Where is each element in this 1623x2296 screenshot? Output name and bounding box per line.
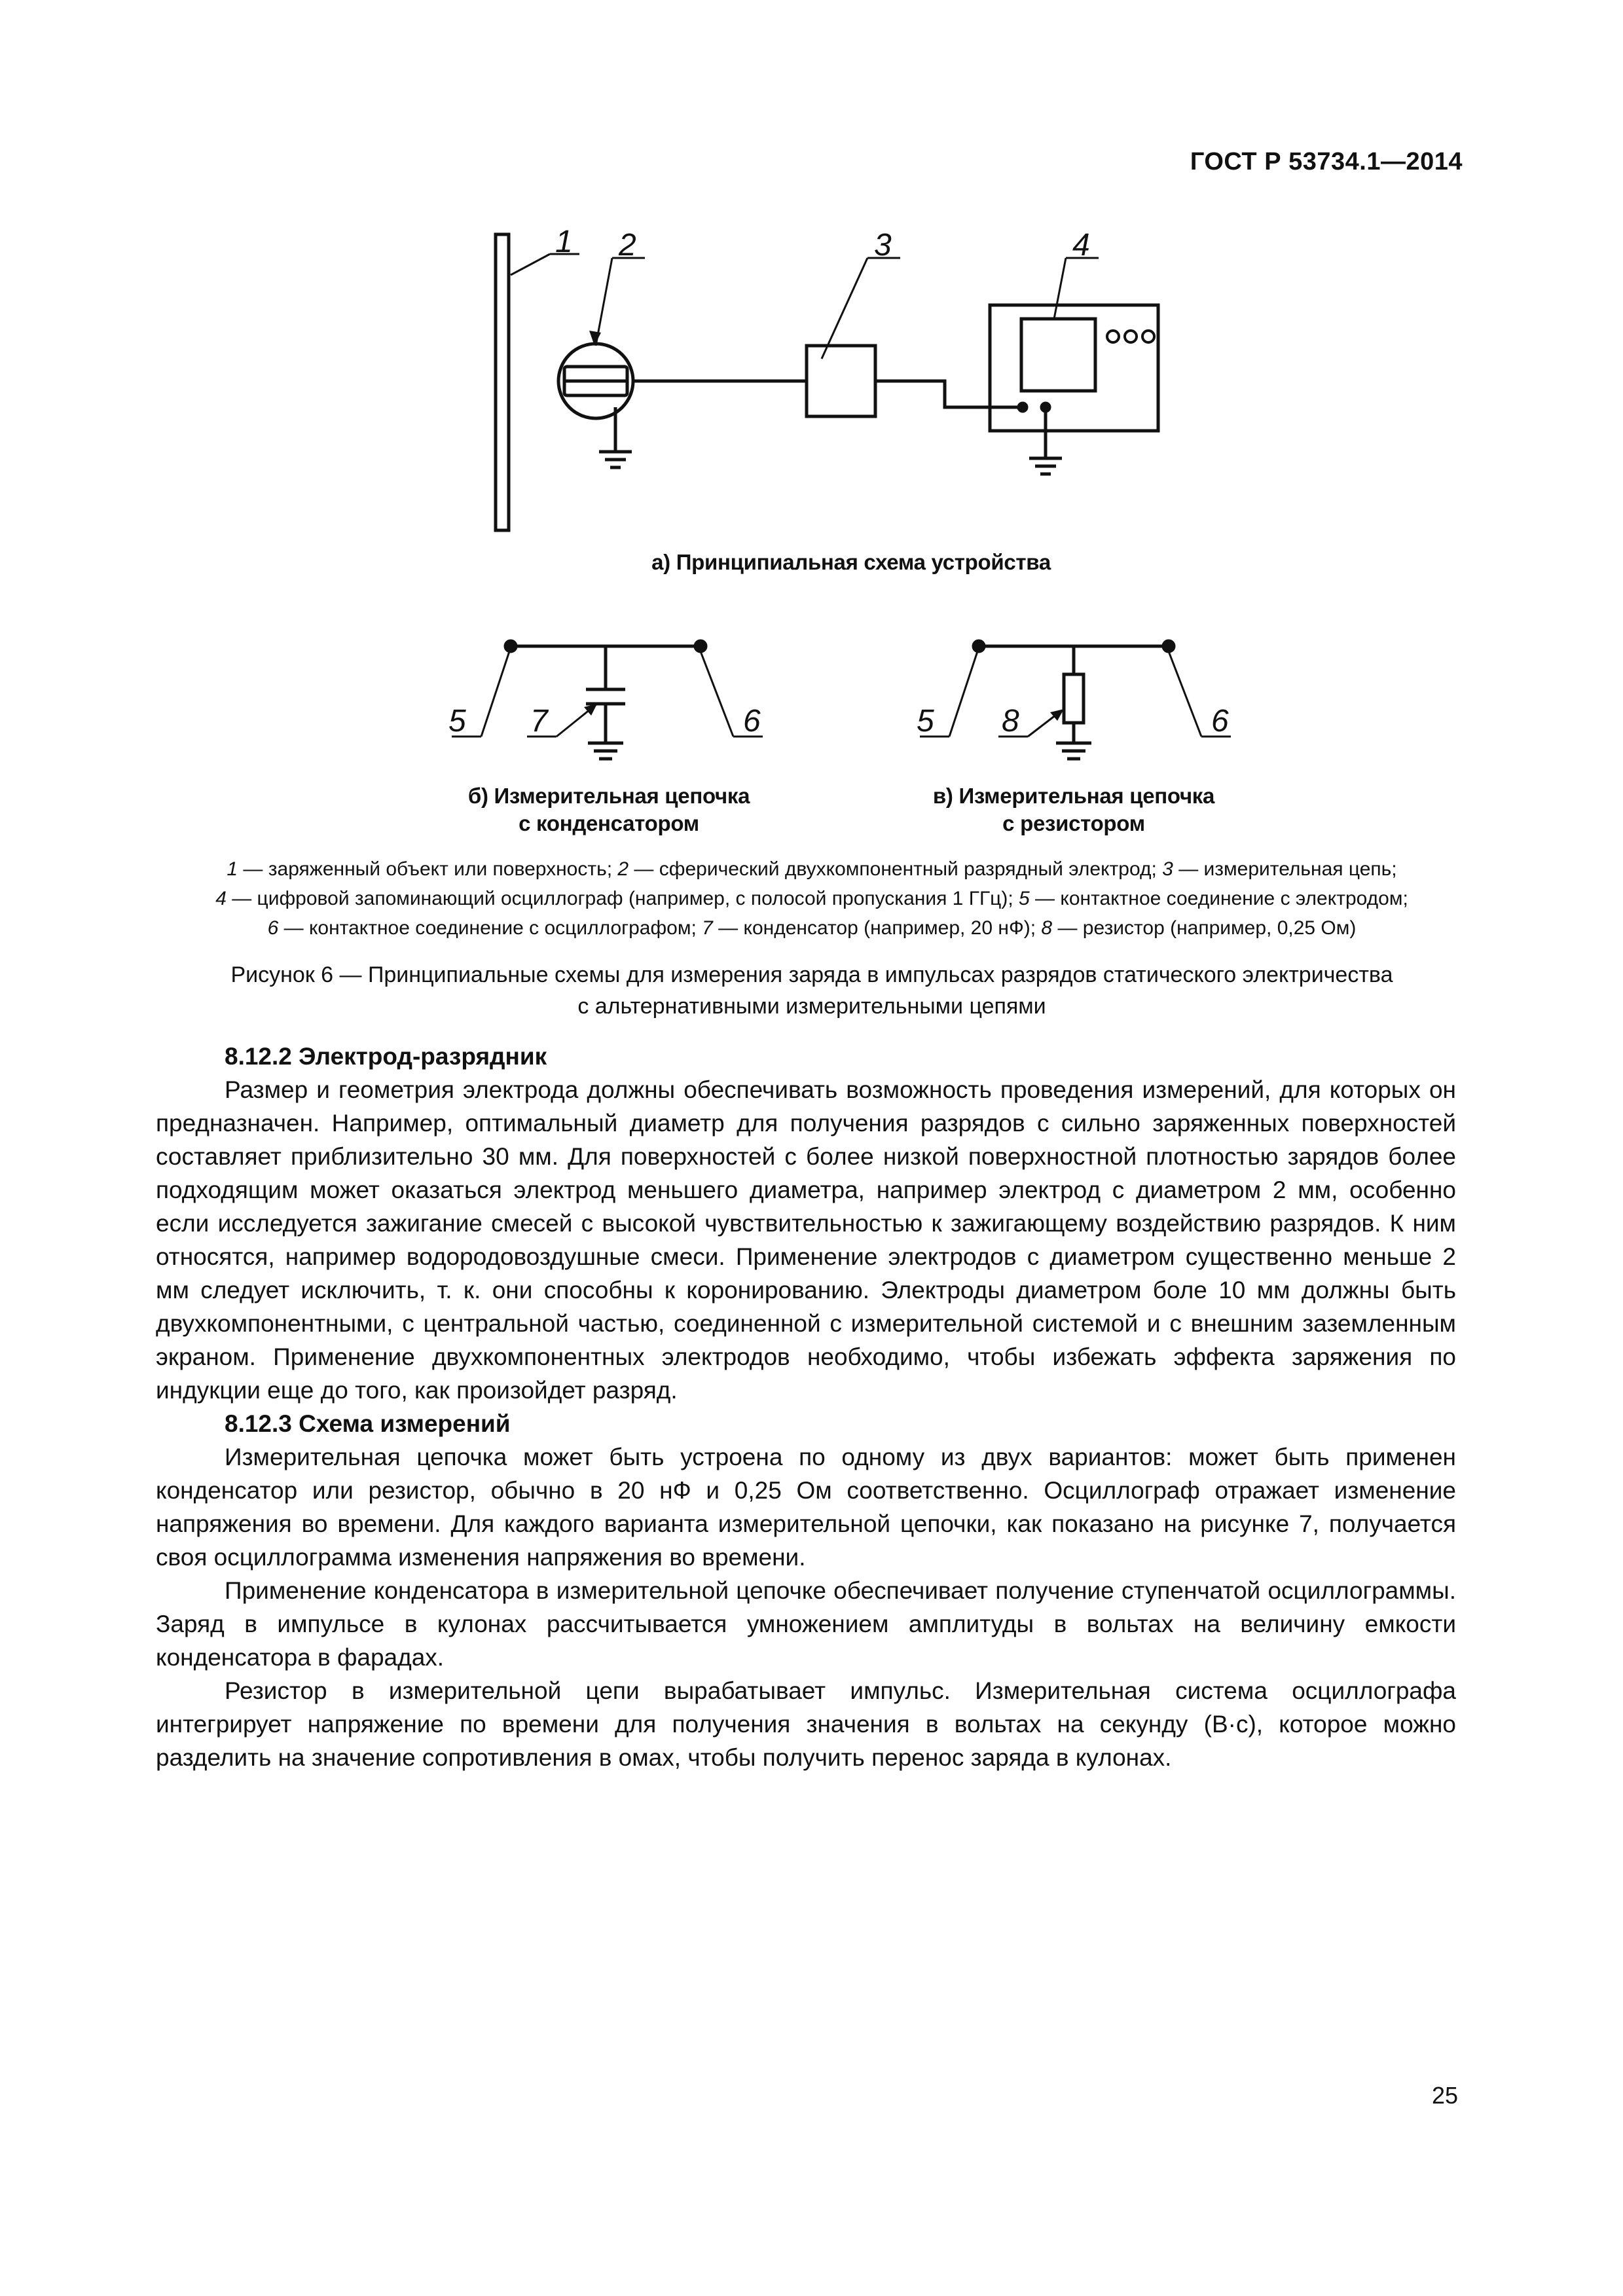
charged-object [496, 234, 509, 530]
label-4: 4 [1072, 228, 1090, 263]
figure-6-diagram [0, 0, 1623, 851]
capacitor-circuit [452, 641, 763, 759]
caption-b [445, 782, 773, 837]
paragraph: Измерительная цепочка может быть устроена по одному из двух вариантов: может быть применен конденсатор или резистор, обычно в 20 нФ и 0,25 Ом соответственно. Осциллограф отражает изменение напряжения во времени. Для каждого варианта измерительной цепочки, как показано на рисунке 7, получается своя осциллограмма изменения напряжения во времени. [156, 1444, 1456, 1571]
figure-title-line2: с альтернативными измерительными цепями [577, 994, 1046, 1019]
label-7: 7 [530, 704, 548, 738]
label-2: 2 [619, 228, 636, 263]
oscilloscope [990, 305, 1158, 431]
label-5b: 5 [448, 704, 466, 738]
ground-oscilloscope [1029, 407, 1062, 474]
label-6b: 6 [743, 704, 761, 738]
spherical-electrode [558, 344, 633, 418]
section-heading-8-12-2: 8.12.2 Электрод-разрядник [225, 1043, 547, 1070]
legend-line: 6 — контактное соединение с осциллографом; 7 — конденсатор (например, 20 нФ); 8 — резистор (например, 0,25 Ом) [267, 917, 1357, 939]
legend-line: 1 — заряженный объект или поверхность; 2 — сферический двухкомпонентный разрядный электрод; 3 — измерительная цепь; [227, 858, 1397, 880]
section-heading-8-12-3: 8.12.3 Схема измерений [225, 1410, 511, 1437]
body-text [156, 1040, 1456, 1774]
legend-line: 4 — цифровой запоминающий осциллограф (например, с полосой пропускания 1 ГГц); 5 — контактное соединение с электродом; [215, 888, 1408, 909]
measuring-circuit-box [807, 346, 875, 416]
caption-a: а) Принципиальная схема устройства [651, 550, 1051, 574]
label-8: 8 [1002, 704, 1019, 738]
paragraph: Размер и геометрия электрода должны обеспечивать возможность проведения измерений, для которых он предназначен. Например, оптимальный диаметр для получения разрядов с сильно заряженных поверхностей составляет приблизительно 30 мм. Для поверхностей с более низкой поверхностной плотностью зарядов более подходящим может оказаться электрод меньшего диаметра, например электрод с диаметром 2 мм, особенно если исследуется зажигание смесей с высокой чувствительностью к зажигающему воздействию разрядов. К ним относятся, например водородовоздушные смеси. Применение электродов с диаметром существенно меньше 2 мм следует исключить, т. к. они способны к коронированию. Электроды диаметром боле 10 мм должны быть двухкомпонентными, с центральной частью, соединенной с измерительной системой и с внешним заземленным экраном. Применение двухкомпонентных электродов необходимо, чтобы избежать эффекта заряжения по индукции еще до того, как произойдет разряд. [156, 1076, 1456, 1404]
page-number: 25 [1431, 2082, 1458, 2109]
label-6c: 6 [1211, 704, 1229, 738]
caption-c [910, 782, 1237, 837]
wire-circuit-oscilloscope [875, 381, 1023, 407]
caption-b-line1: б) Измерительная цепочка [467, 784, 750, 808]
caption-c-line2: с резистором [1002, 811, 1145, 835]
label-5c: 5 [917, 704, 934, 738]
label-1: 1 [555, 225, 573, 259]
resistor-circuit [920, 641, 1231, 759]
figure-title [157, 959, 1467, 1022]
caption-c-line1: в) Измерительная цепочка [932, 784, 1215, 808]
document-id: ГОСТ Р 53734.1—2014 [1190, 148, 1463, 175]
paragraph: Применение конденсатора в измерительной цепочке обеспечивает получение ступенчатой осциллограммы. Заряд в импульсе в кулонах рассчитывается умножением амплитуды в вольтах на величину емкости конденсатора в фарадах. [156, 1577, 1456, 1671]
paragraph: Резистор в измерительной цепи вырабатывает импульс. Измерительная система осциллографа интегрирует напряжение по времени для получения значения в вольтах на секунду (В·с), которое можно разделить на значение сопротивления в омах, чтобы получить перенос заряда в кулонах. [156, 1677, 1456, 1771]
caption-b-line2: с конденсатором [519, 811, 699, 835]
label-3: 3 [874, 228, 892, 263]
figure-title-line1: Рисунок 6 — Принципиальные схемы для измерения заряда в импульсах разрядов статического электричества [230, 962, 1393, 987]
figure-legend [157, 854, 1467, 943]
